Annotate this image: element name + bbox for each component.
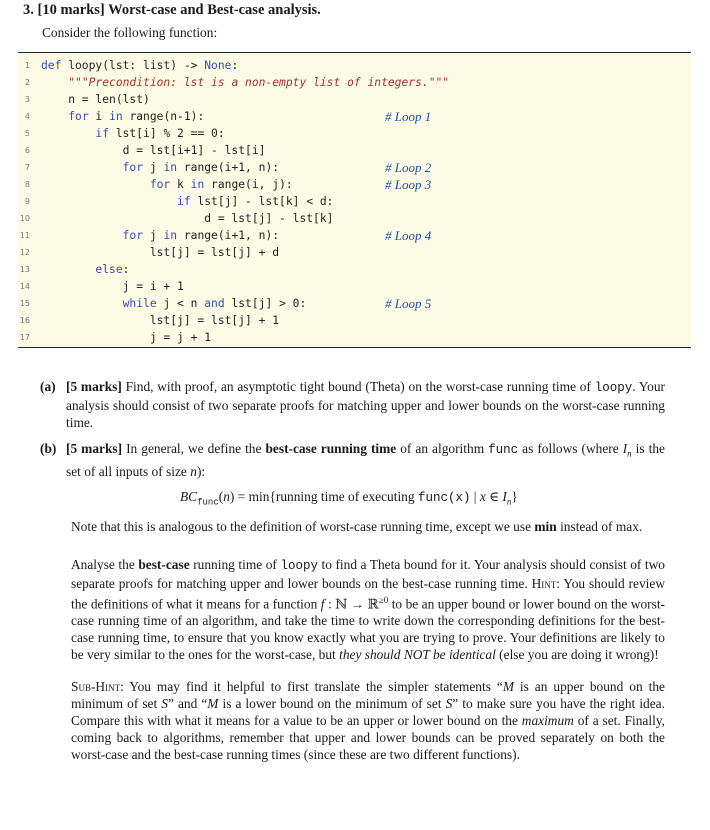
- question-number: 3.: [23, 2, 34, 18]
- code-line: 5 if lst[i] % 2 == 0:: [24, 127, 225, 140]
- part-b-marks: [5 marks]: [66, 441, 123, 456]
- code-line: 3 n = len(lst): [24, 93, 150, 106]
- part-b-text: [5 marks] In general, we define the best-case running time of an algorithm func as follows (where $I_n$ is the set of all inputs of size n):: [66, 441, 665, 479]
- code-line: 8 for k in range(i, j): # Loop 3: [24, 177, 432, 192]
- part-b: [40, 440, 665, 480]
- code-line: 1 def loopy(lst: list) -> None:: [24, 59, 239, 72]
- code-line: 6 d = lst[i+1] - lst[i]: [24, 144, 266, 157]
- hint-label: Hint:: [531, 576, 560, 591]
- subhint-label: Sub-Hint:: [71, 679, 124, 694]
- subhint-paragraph: Sub-Hint: You may find it helpful to first translate the simpler statements “M is an upper bound on the minimum of set S” and “M is a lower bound on the minimum of set S” to make sure you have the right idea. Compare this with what it means for a value to be an upper or lower bound on the maximum of a set. Finally, coming back to algorithms, remember that upper and lower bounds can be proved separately on both the worst-case and the best-case running times (since these are two different functions).: [71, 679, 665, 762]
- question-heading: [23, 2, 321, 19]
- code-line: 14 j = i + 1: [19, 280, 184, 293]
- code-comment: # Loop 4: [385, 228, 432, 243]
- code-comment: # Loop 3: [385, 177, 432, 192]
- question-intro: Consider the following function:: [42, 25, 218, 40]
- part-b-label: (b): [40, 441, 57, 456]
- part-a-label: (a): [40, 379, 56, 394]
- part-a: [40, 378, 665, 431]
- code-line: 4 for i in range(n-1): # Loop 1: [24, 109, 432, 124]
- code-listing: [18, 52, 691, 348]
- code-line: 7 for j in range(i+1, n): # Loop 2: [24, 160, 432, 175]
- code-line: 16 lst[j] = lst[j] + 1: [19, 314, 280, 327]
- best-case-formula: $BC_{func}(n)$ = min{running time of executing func(x) | x ∈ $I_n$}: [180, 489, 518, 508]
- part-a-text: [5 marks] Find, with proof, an asymptotic tight bound (Theta) on the worst-case running time of loopy. Your analysis should consist of two separate proofs for matching upper and lower bounds on the worst-case running time.: [66, 379, 665, 430]
- hint-paragraph: Analyse the best-case running time of loopy to find a Theta bound for it. Your analysis should consist of two separate proofs for matching upper and lower bounds on the best-case running time. Hint: You should review the definitions of what it means for a function f : ℕ → ℝ$^{\ge 0}$ to be an upper bound or lower bound on the worst-case running time of an algorithm, and take the time to write down the corresponding definitions for the best-case running time, to ensure that you know exactly what you are trying to prove. Your definitions are likely to be very similar to the ones for the worst-case, but they should NOT be identical (else you are doing it wrong)!: [71, 557, 665, 663]
- code-line: 9 if lst[j] - lst[k] < d:: [24, 195, 334, 208]
- code-comment: # Loop 1: [385, 109, 432, 124]
- code-comment: # Loop 5: [385, 296, 432, 311]
- part-a-marks: [5 marks]: [66, 379, 122, 394]
- code-line: 17 j = j + 1: [19, 331, 212, 344]
- code-comment: # Loop 2: [385, 160, 432, 175]
- code-line: 2 """Precondition: lst is a non-empty list of integers.""": [24, 76, 450, 89]
- code-line: 12 lst[j] = lst[j] + d: [19, 246, 280, 259]
- question-title: Worst-case and Best-case analysis.: [108, 2, 321, 18]
- note-paragraph: Note that this is analogous to the definition of worst-case running time, except we use min instead of max.: [71, 519, 643, 534]
- code-line: 15 while j < n and lst[j] > 0: # Loop 5: [19, 296, 432, 311]
- func-name: loopy: [594, 381, 633, 395]
- question-marks: [10 marks]: [37, 2, 105, 18]
- code-line: 11 for j in range(i+1, n): # Loop 4: [19, 228, 432, 243]
- code-line: 10 d = lst[j] - lst[k]: [19, 212, 334, 225]
- code-line: 13 else:: [19, 263, 130, 276]
